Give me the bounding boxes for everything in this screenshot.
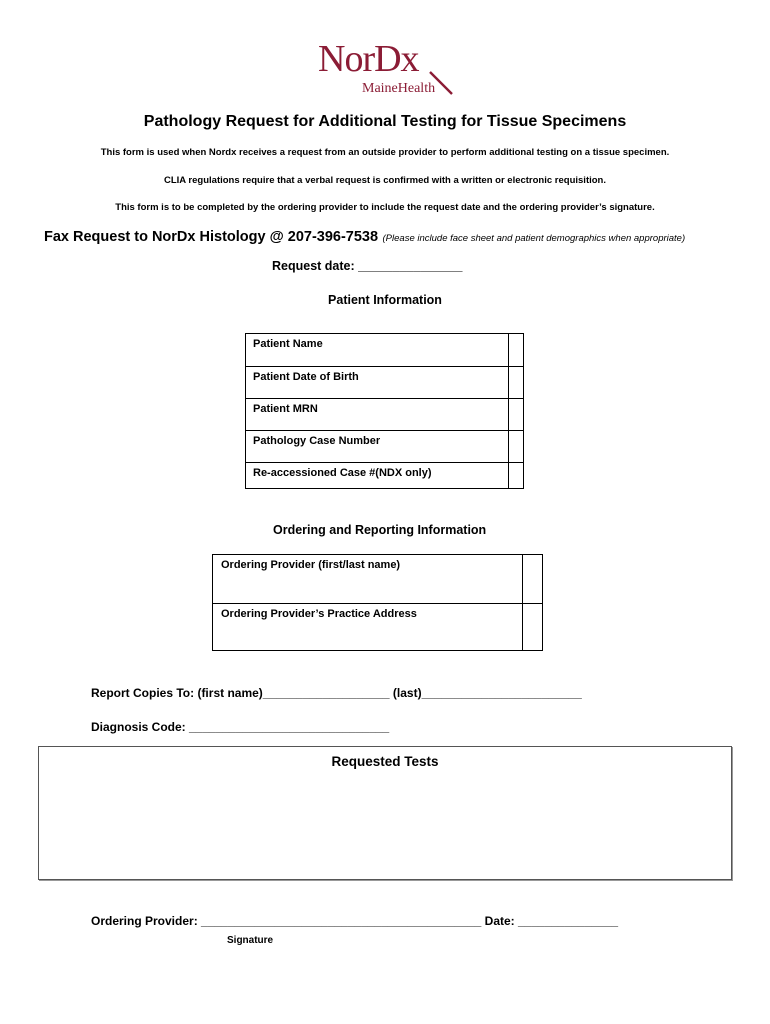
ordering-info-heading: Ordering and Reporting Information xyxy=(273,523,487,537)
reaccessioned-case-box[interactable] xyxy=(509,463,524,489)
practice-address-box[interactable] xyxy=(523,604,543,651)
logo-subtitle: MaineHealth xyxy=(362,81,436,96)
ordering-provider-name-box[interactable] xyxy=(523,555,543,604)
patient-name-box[interactable] xyxy=(509,334,524,367)
patient-dob-field[interactable]: Patient Date of Birth xyxy=(246,367,509,399)
patient-mrn-box[interactable] xyxy=(509,399,524,431)
form-title: Pathology Request for Additional Testing for Tissue Specimens xyxy=(143,113,627,130)
intro-line-3: This form is to be completed by the ordering provider to include the request date and the ordering provider’s signature. xyxy=(115,202,655,213)
fax-number-text: Fax Request to NorDx Histology @ 207-396-7538 xyxy=(44,229,379,245)
practice-address-field[interactable]: Ordering Provider’s Practice Address xyxy=(213,604,523,651)
patient-name-field[interactable]: Patient Name xyxy=(246,334,509,367)
patient-info-heading: Patient Information xyxy=(328,293,442,307)
patient-info-table xyxy=(245,333,524,489)
ordering-provider-signature-line[interactable]: Ordering Provider: __________________________________________ Date: _______________ xyxy=(91,914,619,928)
request-date-field[interactable]: Request date: _______________ xyxy=(272,259,463,273)
signature-label: Signature xyxy=(227,935,274,946)
requested-tests-box[interactable] xyxy=(38,746,732,880)
ordering-info-table xyxy=(212,554,543,651)
ordering-provider-name-field[interactable]: Ordering Provider (first/last name) xyxy=(213,555,523,604)
intro-line-2: CLIA regulations require that a verbal request is confirmed with a written or electronic requisition. xyxy=(163,175,606,186)
logo-wordmark: NorDx xyxy=(318,38,419,80)
report-copies-field[interactable]: Report Copies To: (first name)___________________ (last)________________________ xyxy=(91,686,582,700)
diagnosis-code-field[interactable]: Diagnosis Code: ______________________________ xyxy=(91,720,390,734)
fax-instructions xyxy=(44,228,685,246)
patient-mrn-field[interactable]: Patient MRN xyxy=(246,399,509,431)
nordx-logo xyxy=(316,40,456,102)
intro-line-1: This form is used when Nordx receives a request from an outside provider to perform additional testing on a tissue specimen. xyxy=(100,147,670,158)
patient-dob-box[interactable] xyxy=(509,367,524,399)
requested-tests-heading: Requested Tests xyxy=(331,754,439,769)
pathology-case-number-box[interactable] xyxy=(509,431,524,463)
pathology-case-number-field[interactable]: Pathology Case Number xyxy=(246,431,509,463)
fax-note: (Please include face sheet and patient demographics when appropriate) xyxy=(382,233,686,244)
reaccessioned-case-field[interactable]: Re-accessioned Case #(NDX only) xyxy=(246,463,509,489)
